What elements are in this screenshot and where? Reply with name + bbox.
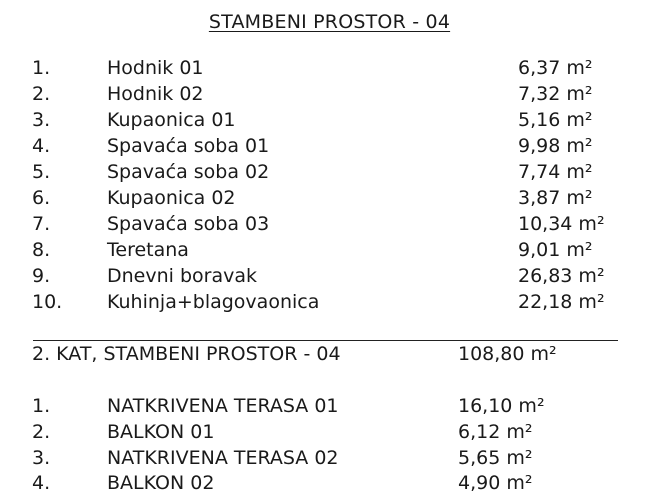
exterior-area: 4,90 m² [458, 472, 533, 494]
exterior-number: 3. [32, 447, 51, 469]
room-area: 7,32 m² [518, 83, 593, 105]
exterior-name: BALKON 01 [107, 421, 215, 443]
room-name: Hodnik 02 [107, 83, 204, 105]
exterior-row [0, 419, 659, 445]
room-number: 2. [32, 83, 51, 105]
room-area: 10,34 m² [518, 213, 605, 235]
room-name: Kuhinja+blagovaonica [107, 291, 320, 313]
exterior-name: NATKRIVENA TERASA 01 [107, 395, 339, 417]
room-row [0, 237, 659, 263]
summary-label: 2. KAT, STAMBENI PROSTOR - 04 [32, 343, 341, 365]
room-area: 3,87 m² [518, 187, 593, 209]
room-name: Teretana [107, 239, 189, 261]
exterior-row [0, 393, 659, 419]
exterior-area: 5,65 m² [458, 447, 533, 469]
room-area: 9,01 m² [518, 239, 593, 261]
room-number: 3. [32, 109, 51, 131]
room-row [0, 289, 659, 315]
exterior-row [0, 470, 659, 496]
room-row [0, 55, 659, 81]
room-area: 5,16 m² [518, 109, 593, 131]
room-row [0, 263, 659, 289]
room-row [0, 81, 659, 107]
room-row [0, 159, 659, 185]
exterior-number: 4. [32, 472, 51, 494]
room-area: 9,98 m² [518, 135, 593, 157]
room-area: 22,18 m² [518, 291, 605, 313]
room-area: 26,83 m² [518, 265, 605, 287]
summary-row [0, 341, 659, 367]
room-number: 5. [32, 161, 51, 183]
room-number: 8. [32, 239, 51, 261]
exterior-name: BALKON 02 [107, 472, 215, 494]
room-row [0, 107, 659, 133]
room-area: 6,37 m² [518, 57, 593, 79]
room-name: Kupaonica 02 [107, 187, 236, 209]
room-row [0, 211, 659, 237]
exterior-area: 16,10 m² [458, 395, 545, 417]
room-row [0, 133, 659, 159]
room-number: 6. [32, 187, 51, 209]
room-name: Dnevni boravak [107, 265, 257, 287]
room-number: 10. [32, 291, 63, 313]
exterior-number: 1. [32, 395, 51, 417]
exterior-area: 6,12 m² [458, 421, 533, 443]
page-title [0, 11, 659, 33]
title-text: STAMBENI PROSTOR - 04 [208, 11, 451, 33]
exterior-name: NATKRIVENA TERASA 02 [107, 447, 339, 469]
room-number: 4. [32, 135, 51, 157]
room-number: 7. [32, 213, 51, 235]
room-name: Spavaća soba 01 [107, 135, 270, 157]
exterior-number: 2. [32, 421, 51, 443]
room-number: 1. [32, 57, 51, 79]
room-area: 7,74 m² [518, 161, 593, 183]
exterior-row [0, 445, 659, 471]
room-name: Kupaonica 01 [107, 109, 236, 131]
room-name: Spavaća soba 03 [107, 213, 270, 235]
room-number: 9. [32, 265, 51, 287]
room-row [0, 185, 659, 211]
room-name: Spavaća soba 02 [107, 161, 270, 183]
summary-area: 108,80 m² [458, 343, 557, 365]
room-name: Hodnik 01 [107, 57, 204, 79]
